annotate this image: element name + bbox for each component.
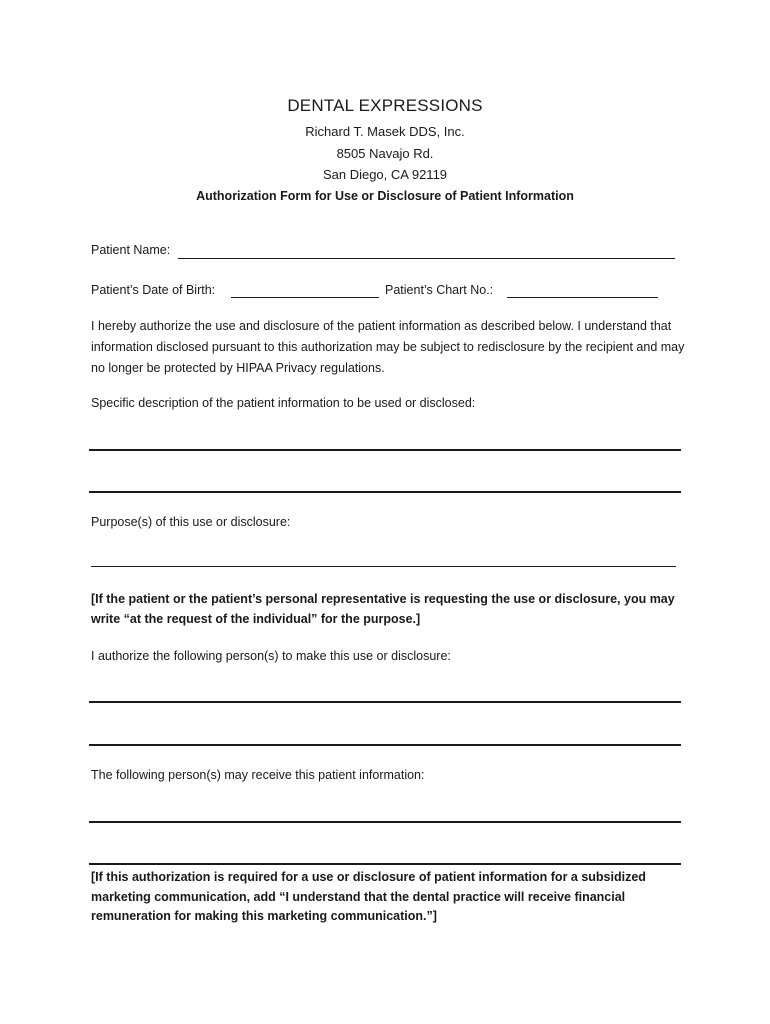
authorized-persons-line-1[interactable] bbox=[89, 701, 681, 703]
purpose-label: Purpose(s) of this use or disclosure: bbox=[91, 515, 291, 529]
dob-label: Patient’s Date of Birth: bbox=[91, 283, 216, 297]
recipients-line-1[interactable] bbox=[89, 821, 681, 823]
authorization-statement: I hereby authorize the use and disclosure of the patient information as described below. I understand that information disclosed pursuant to this authorization may be subject to redisclosure by the recipient and may no longer be protected by HIPAA Privacy regulations. bbox=[91, 319, 685, 375]
specific-description-line-1[interactable] bbox=[89, 449, 681, 451]
purpose-field[interactable] bbox=[91, 566, 676, 567]
dob-field[interactable] bbox=[231, 297, 379, 298]
city-state-zip: San Diego, CA 92119 bbox=[322, 167, 448, 182]
marketing-note: [If this authorization is required for a use or disclosure of patient information for a subsidized marketing communication, add “I understand that the dental practice will receive financial remuneration for making this marketing communication.”] bbox=[91, 870, 646, 923]
recipients-line-2[interactable] bbox=[89, 863, 681, 865]
form-title: Authorization Form for Use or Disclosure of Patient Information bbox=[196, 189, 574, 203]
patient-name-field[interactable] bbox=[178, 258, 675, 259]
authorized-persons-label: I authorize the following person(s) to make this use or disclosure: bbox=[91, 649, 451, 663]
recipients-label: The following person(s) may receive this patient information: bbox=[91, 768, 425, 782]
practice-name: DENTAL EXPRESSIONS bbox=[287, 96, 483, 115]
street-address: 8505 Navajo Rd. bbox=[336, 146, 434, 161]
authorized-persons-line-2[interactable] bbox=[89, 744, 681, 746]
patient-name-label: Patient Name: bbox=[91, 243, 171, 257]
specific-description-label: Specific description of the patient information to be used or disclosed: bbox=[91, 396, 476, 410]
chart-no-field[interactable] bbox=[507, 297, 658, 298]
doctor-name: Richard T. Masek DDS, Inc. bbox=[305, 124, 465, 139]
chart-no-label: Patient’s Chart No.: bbox=[385, 283, 494, 297]
purpose-note: [If the patient or the patient’s personal representative is requesting the use or disclosure, you may write “at the request of the individual” for the purpose.] bbox=[91, 592, 675, 626]
specific-description-line-2[interactable] bbox=[89, 491, 681, 493]
